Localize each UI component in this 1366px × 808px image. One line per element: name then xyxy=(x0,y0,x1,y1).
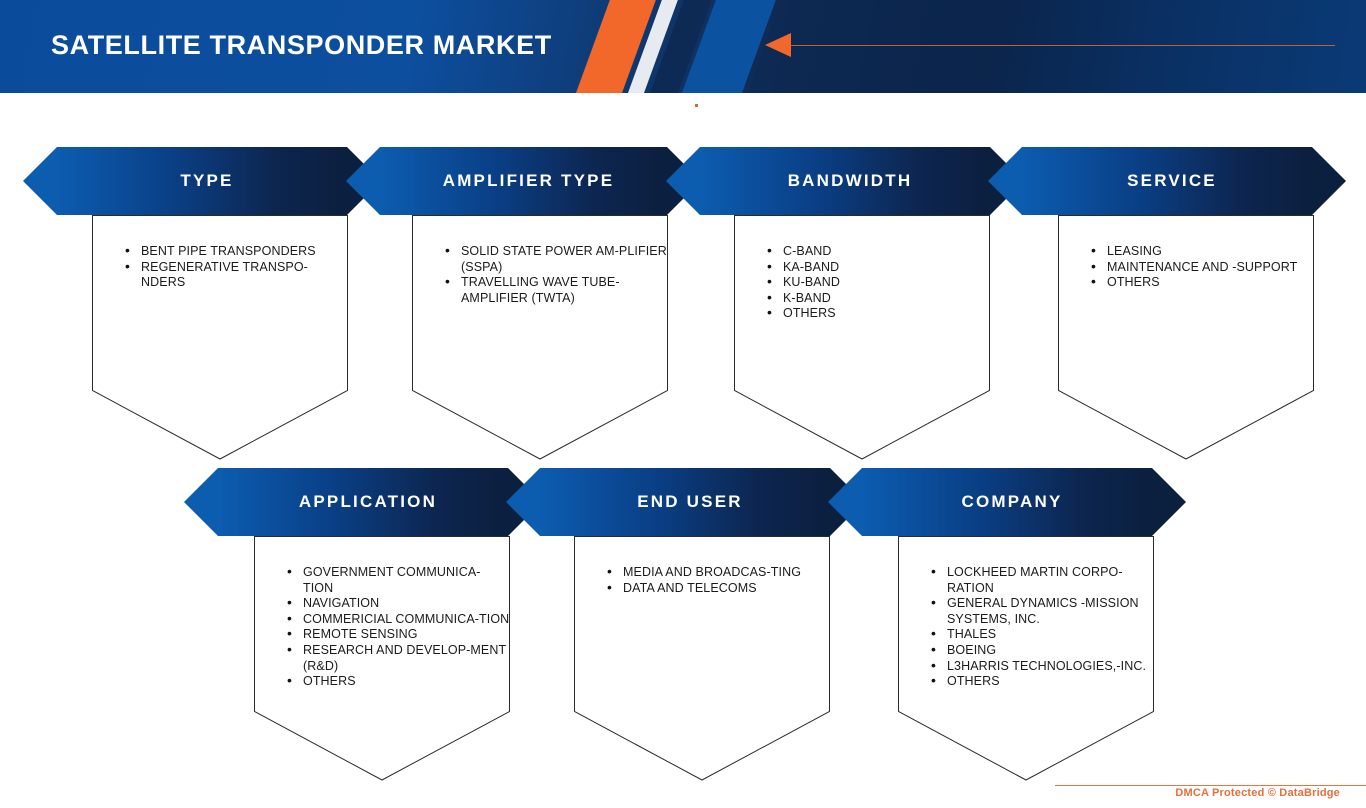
list-item: • OTHERS xyxy=(931,674,1154,690)
list-item: • REGENERATIVE TRANSPO-NDERS xyxy=(125,260,348,291)
segment-panel-amplifier-type xyxy=(412,215,668,460)
list-item: • LOCKHEED MARTIN CORPO-RATION xyxy=(931,565,1154,596)
list-item: • OTHERS xyxy=(1091,275,1314,291)
page-title: SATELLITE TRANSPONDER MARKET xyxy=(51,30,552,60)
header-bar xyxy=(0,0,1366,93)
list-item: • L3HARRIS TECHNOLOGIES,-INC. xyxy=(931,659,1154,675)
list-item: • MAINTENANCE AND -SUPPORT xyxy=(1091,260,1314,276)
list-item: • THALES xyxy=(931,627,1154,643)
list-item: • REMOTE SENSING xyxy=(287,627,510,643)
list-item: • GOVERNMENT COMMUNICA-TION xyxy=(287,565,510,596)
list-item: • DATA AND TELECOMS xyxy=(607,581,830,597)
list-item: • RESEARCH AND DEVELOP-MENT (R&D) xyxy=(287,643,510,674)
segment-panel-application xyxy=(254,536,510,781)
segment-banner-end-user[interactable] xyxy=(540,468,830,536)
footer-rule xyxy=(1055,785,1366,786)
list-item: • SOLID STATE POWER AM-PLIFIER (SSPA) xyxy=(445,244,668,275)
list-item: • TRAVELLING WAVE TUBE-AMPLIFIER (TWTA) xyxy=(445,275,668,306)
segment-banner-company[interactable] xyxy=(862,468,1152,536)
segment-banner-type[interactable] xyxy=(57,147,347,215)
list-item: • MEDIA AND BROADCAS-TING xyxy=(607,565,830,581)
segment-banner-bandwidth[interactable] xyxy=(700,147,990,215)
footer-copyright: DMCA Protected © DataBridge xyxy=(1175,787,1340,799)
segment-banner-application[interactable] xyxy=(218,468,508,536)
segment-label: TYPE xyxy=(180,171,234,190)
segment-item-list xyxy=(412,215,668,306)
list-item: • OTHERS xyxy=(767,306,990,322)
list-item: • LEASING xyxy=(1091,244,1314,260)
list-item: • COMMERICIAL COMMUNICA-TION xyxy=(287,612,510,628)
segment-item-list xyxy=(254,536,510,690)
list-item: • OTHERS xyxy=(287,674,510,690)
left-arrow-icon xyxy=(765,33,791,57)
segment-label: END USER xyxy=(637,492,743,511)
header-dot xyxy=(695,104,698,107)
list-item: • C-BAND xyxy=(767,244,990,260)
segment-panel-type xyxy=(92,215,348,460)
segment-panel-service xyxy=(1058,215,1314,460)
header-rule xyxy=(790,45,1335,46)
list-item: • K-BAND xyxy=(767,291,990,307)
segment-label: APPLICATION xyxy=(298,492,438,511)
segment-banner-service[interactable] xyxy=(1022,147,1312,215)
segment-panel-company xyxy=(898,536,1154,781)
list-item: • KU-BAND xyxy=(767,275,990,291)
list-item: • BENT PIPE TRANSPONDERS xyxy=(125,244,348,260)
list-item: • BOEING xyxy=(931,643,1154,659)
segment-item-list xyxy=(734,215,990,322)
segment-label: AMPLIFIER TYPE xyxy=(442,171,615,190)
segment-item-list xyxy=(92,215,348,291)
header-stripe-dark xyxy=(724,0,1366,93)
segment-label: BANDWIDTH xyxy=(787,171,913,190)
segment-banner-amplifier-type[interactable] xyxy=(380,147,667,215)
list-item: • NAVIGATION xyxy=(287,596,510,612)
segment-panel-bandwidth xyxy=(734,215,990,460)
list-item: • KA-BAND xyxy=(767,260,990,276)
segment-panel-end-user xyxy=(574,536,830,781)
segment-label: SERVICE xyxy=(1127,171,1217,190)
segment-item-list xyxy=(1058,215,1314,291)
segment-item-list xyxy=(898,536,1154,690)
list-item: • GENERAL DYNAMICS -MISSION SYSTEMS, INC. xyxy=(931,596,1154,627)
segment-label: COMPANY xyxy=(961,492,1063,511)
segment-item-list xyxy=(574,536,830,596)
